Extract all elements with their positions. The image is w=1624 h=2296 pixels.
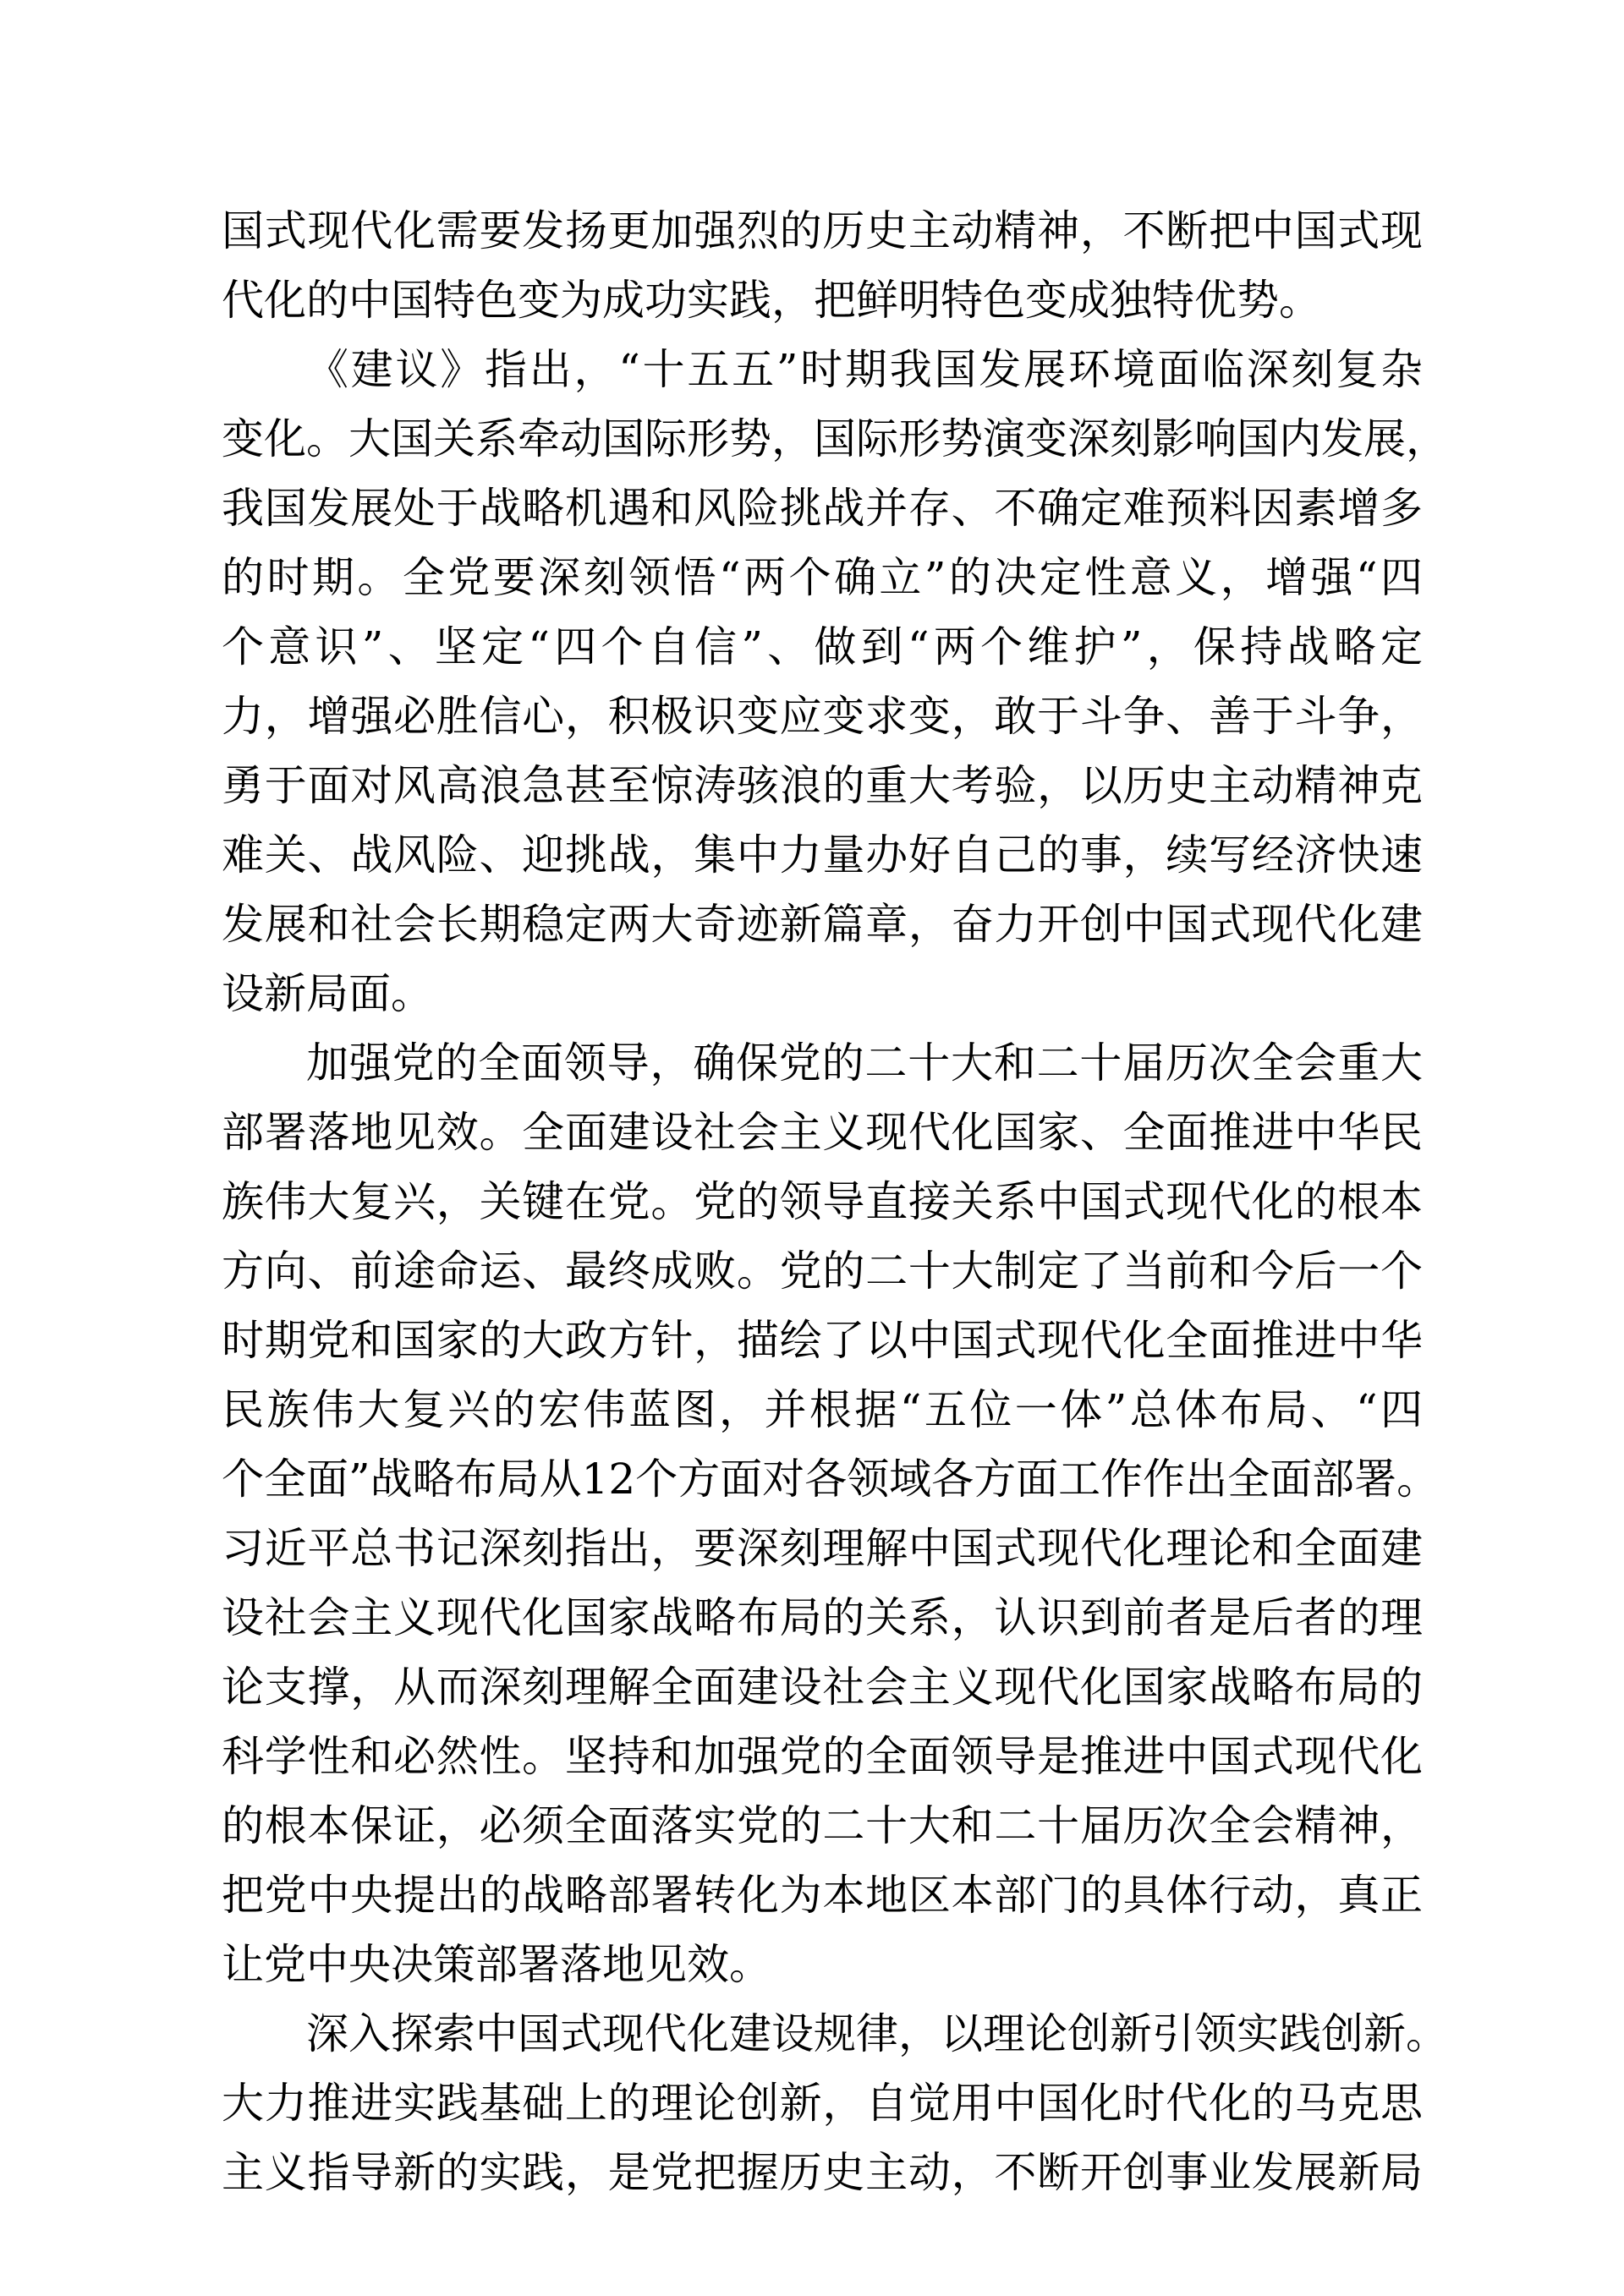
text-line: 力，增强必胜信心，积极识变应变求变，敢于斗争、善于斗争， xyxy=(222,692,1423,741)
text-line: 勇于面对风高浪急甚至惊涛骇浪的重大考验，以历史主动精神克 xyxy=(222,761,1423,810)
text-line: 民族伟大复兴的宏伟蓝图，并根据“五位一体”总体布局、“四 xyxy=(222,1385,1423,1434)
text-line: 深入探索中国式现代化建设规律，以理论创新引领实践创新。 xyxy=(306,2009,1448,2058)
paragraph xyxy=(222,335,1448,1028)
text-line: 族伟大复兴，关键在党。党的领导直接关系中国式现代化的根本 xyxy=(222,1177,1423,1226)
text-line: 让党中央决策部署落地见效。 xyxy=(222,1940,771,1989)
text-line: 《建议》指出，“十五五”时期我国发展环境面临深刻复杂 xyxy=(306,345,1423,394)
text-line: 个全面”战略布局从12个方面对各领域各方面工作作出全面部署。 xyxy=(222,1455,1440,1504)
text-line: 设新局面。 xyxy=(222,969,433,1018)
text-line: 的根本保证，必须全面落实党的二十大和二十届历次全会精神， xyxy=(222,1801,1423,1850)
text-line: 把党中央提出的战略部署转化为本地区本部门的具体行动，真正 xyxy=(222,1871,1423,1920)
text-line: 加强党的全面领导，确保党的二十大和二十届历次全会重大 xyxy=(306,1038,1423,1088)
text-line: 习近平总书记深刻指出，要深刻理解中国式现代化理论和全面建 xyxy=(222,1524,1423,1573)
text-line: 代化的中国特色变为成功实践，把鲜明特色变成独特优势。 xyxy=(222,276,1321,325)
text-line: 发展和社会长期稳定两大奇迹新篇章，奋力开创中国式现代化建 xyxy=(222,900,1423,949)
text-line: 国式现代化需要发扬更加强烈的历史主动精神，不断把中国式现 xyxy=(222,206,1423,255)
document-text xyxy=(222,196,1448,2207)
text-line: 的时期。全党要深刻领悟“两个确立”的决定性意义，增强“四 xyxy=(222,553,1423,602)
text-line: 我国发展处于战略机遇和风险挑战并存、不确定难预料因素增多 xyxy=(222,484,1423,533)
text-line: 难关、战风险、迎挑战，集中力量办好自己的事，续写经济快速 xyxy=(222,830,1423,879)
text-line: 论支撑，从而深刻理解全面建设社会主义现代化国家战略布局的 xyxy=(222,1663,1423,1712)
text-line: 变化。大国关系牵动国际形势，国际形势演变深刻影响国内发展， xyxy=(222,414,1448,463)
text-line: 时期党和国家的大政方针，描绘了以中国式现代化全面推进中华 xyxy=(222,1316,1423,1365)
text-line: 大力推进实践基础上的理论创新，自觉用中国化时代化的马克思 xyxy=(222,2079,1423,2128)
text-line: 科学性和必然性。坚持和加强党的全面领导是推进中国式现代化 xyxy=(222,1732,1423,1781)
text-line: 个意识”、坚定“四个自信”、做到“两个维护”，保持战略定 xyxy=(222,622,1423,671)
paragraph xyxy=(222,196,1423,335)
paragraph xyxy=(222,1028,1440,1999)
text-line: 主义指导新的实践，是党把握历史主动，不断开创事业发展新局 xyxy=(222,2148,1423,2197)
paragraph xyxy=(222,1999,1448,2207)
text-line: 方向、前途命运、最终成败。党的二十大制定了当前和今后一个 xyxy=(222,1247,1423,1296)
text-line: 部署落地见效。全面建设社会主义现代化国家、全面推进中华民 xyxy=(222,1108,1423,1157)
text-line: 设社会主义现代化国家战略布局的关系，认识到前者是后者的理 xyxy=(222,1593,1423,1642)
